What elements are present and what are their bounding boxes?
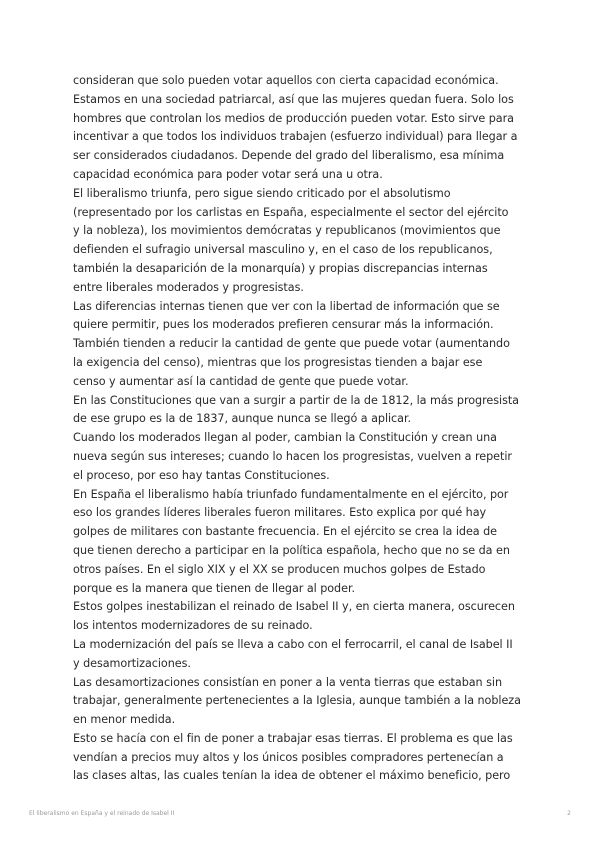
footer-document-title: El liberalismo en España y el reinado de Isabel II: [29, 810, 175, 817]
text-line: y la nobleza), los movimientos demócratas y republicanos (movimientos que: [73, 224, 501, 238]
text-line: Esto se hacía con el fin de poner a trabajar esas tierras. El problema es que las: [73, 731, 513, 745]
text-line: censo y aumentar así la cantidad de gente que puede votar.: [73, 374, 409, 388]
text-line: Las desamortizaciones consistían en poner a la venta tierras que estaban sin: [73, 675, 502, 689]
text-line: hombres que controlan los medios de producción pueden votar. Esto sirve para: [73, 111, 514, 125]
text-line: y desamortizaciones.: [73, 656, 191, 670]
text-line: entre liberales moderados y progresistas.: [73, 280, 304, 294]
text-line: En las Constituciones que van a surgir a partir de la de 1812, la más progresista: [73, 393, 519, 407]
footer-page-number: 2: [567, 810, 571, 817]
text-line: el proceso, por eso hay tantas Constituciones.: [73, 468, 330, 482]
text-line: En España el liberalismo había triunfado fundamentalmente en el ejército, por: [73, 487, 509, 501]
text-line: Estamos en una sociedad patriarcal, así que las mujeres quedan fuera. Solo los: [73, 92, 514, 106]
document-body: [73, 72, 533, 786]
text-line: La modernización del país se lleva a cabo con el ferrocarril, el canal de Isabel II: [73, 637, 513, 651]
text-line: que tienen derecho a participar en la política española, hecho que no se da en: [73, 543, 510, 557]
text-line: (representado por los carlistas en España, especialmente el sector del ejército: [73, 205, 509, 219]
text-line: también la desaparición de la monarquía) y propias discrepancias internas: [73, 261, 488, 275]
text-line: porque es la manera que tienen de llegar al poder.: [73, 581, 355, 595]
text-line: golpes de militares con bastante frecuencia. En el ejército se crea la idea de: [73, 525, 497, 539]
text-line: en menor medida.: [73, 713, 176, 727]
text-line: la exigencia del censo), mientras que los progresistas tienden a bajar ese: [73, 355, 483, 369]
text-line: nueva según sus intereses; cuando lo hacen los progresistas, vuelven a repetir: [73, 449, 512, 463]
text-line: quiere permitir, pues los moderados prefieren censurar más la información.: [73, 318, 494, 332]
text-line: defienden el sufragio universal masculino y, en el caso de los republicanos,: [73, 243, 493, 257]
text-line: incentivar a que todos los individuos trabajen (esfuerzo individual) para llegar a: [73, 130, 518, 144]
text-line: También tienden a reducir la cantidad de gente que puede votar (aumentando: [73, 337, 510, 351]
text-line: Estos golpes inestabilizan el reinado de Isabel II y, en cierta manera, oscurecen: [73, 600, 515, 614]
text-line: El liberalismo triunfa, pero sigue siendo criticado por el absolutismo: [73, 186, 451, 200]
text-line: ser considerados ciudadanos. Depende del grado del liberalismo, esa mínima: [73, 149, 505, 163]
text-line: Cuando los moderados llegan al poder, cambian la Constitución y crean una: [73, 431, 497, 445]
text-line: trabajar, generalmente pertenecientes a la Iglesia, aunque también a la nobleza: [73, 694, 521, 708]
text-line: de ese grupo es la de 1837, aunque nunca se llegó a aplicar.: [73, 412, 411, 426]
text-line: vendían a precios muy altos y los únicos posibles compradores pertenecían a: [73, 750, 504, 764]
text-line: los intentos modernizadores de su reinado.: [73, 619, 313, 633]
text-line: consideran que solo pueden votar aquellos con cierta capacidad económica.: [73, 74, 499, 87]
text-line: otros países. En el siglo XIX y el XX se producen muchos golpes de Estado: [73, 562, 486, 576]
text-line: capacidad económica para poder votar será una u otra.: [73, 167, 383, 181]
text-line: las clases altas, las cuales tenían la idea de obtener el máximo beneficio, pero: [73, 769, 511, 783]
text-line: eso los grandes líderes liberales fueron militares. Esto explica por qué hay: [73, 506, 487, 520]
text-line: Las diferencias internas tienen que ver con la libertad de información que se: [73, 299, 500, 313]
